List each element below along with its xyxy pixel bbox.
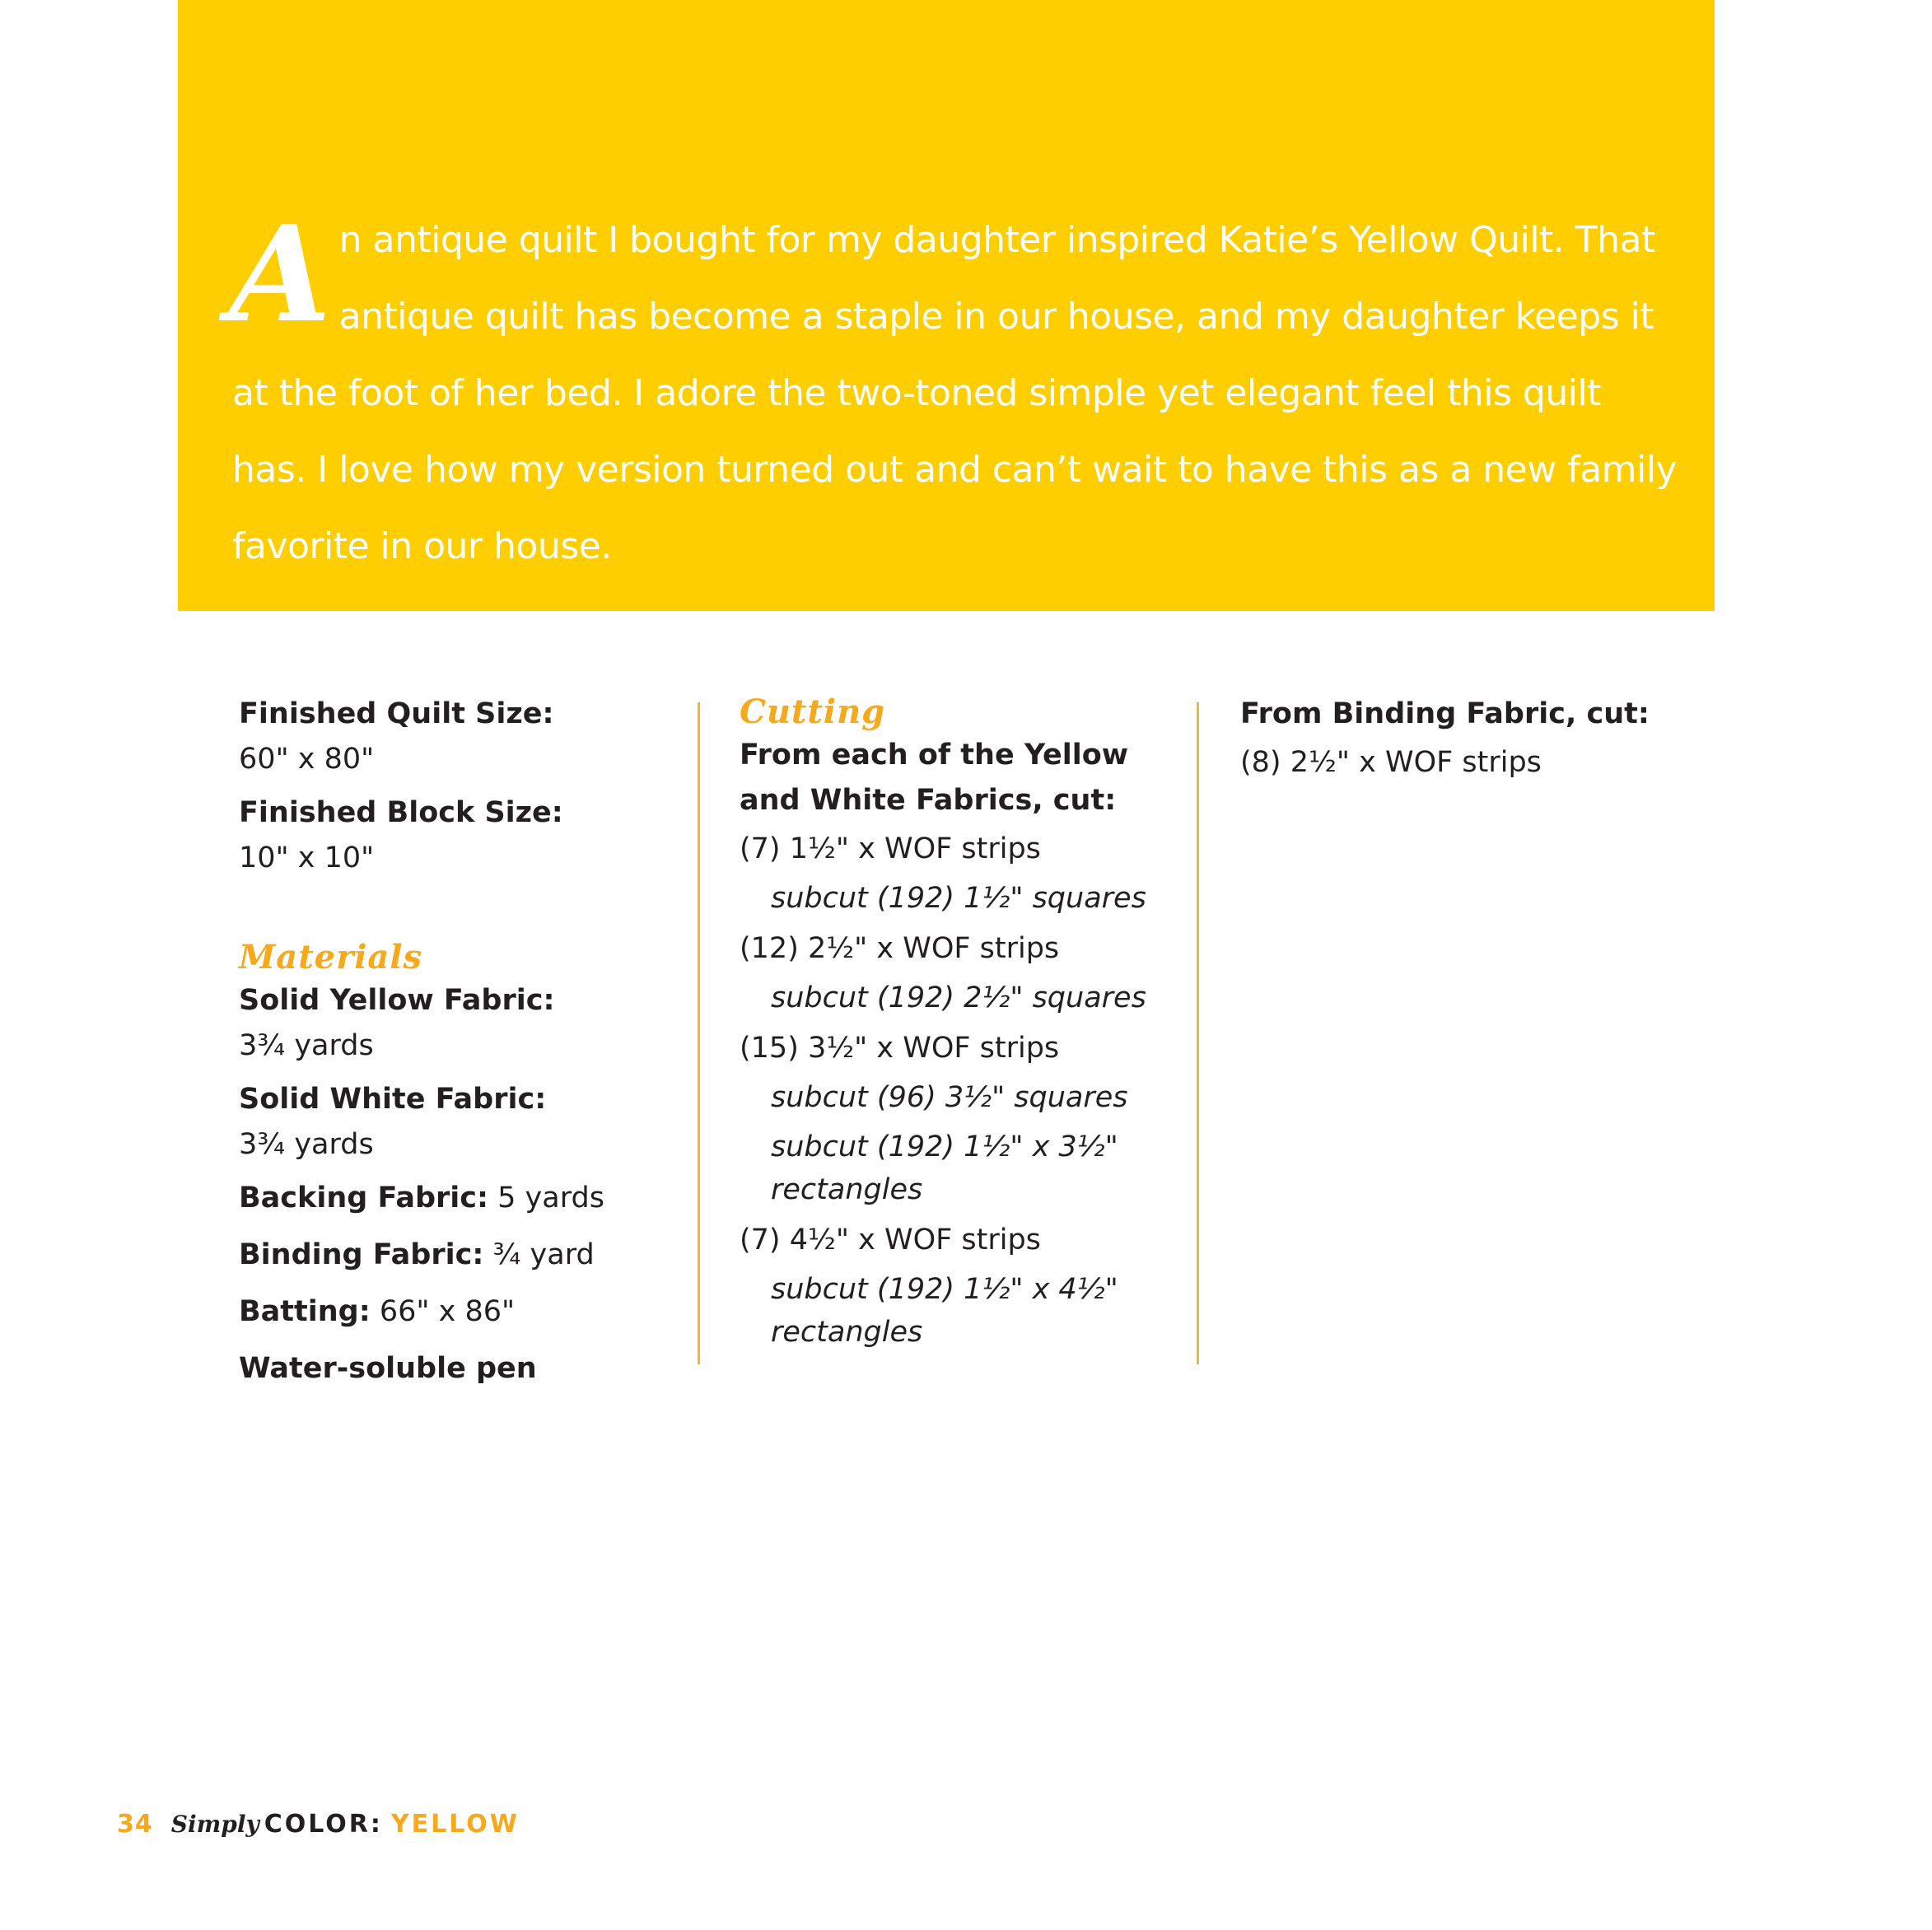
column-divider (1197, 702, 1199, 1364)
material-value: 3¾ yards (239, 1029, 374, 1062)
material-item (239, 1289, 667, 1335)
column-divider (698, 702, 700, 1364)
intro-banner (178, 0, 1715, 611)
cut-strip: (7) 1½" x WOF strips (740, 832, 1041, 865)
specs-materials-column (239, 692, 667, 1403)
finished-quilt-size (239, 692, 667, 782)
material-label: Solid Yellow Fabric: (239, 984, 555, 1017)
material-value: 3¾ yards (239, 1128, 374, 1161)
material-label: Solid White Fabric: (239, 1083, 547, 1116)
binding-column (1240, 692, 1701, 786)
spec-value: 10" x 10" (239, 841, 375, 874)
cut-strip: (12) 2½" x WOF strips (740, 932, 1060, 965)
material-item (239, 1077, 667, 1168)
cutting-heading: Cutting (740, 692, 886, 731)
material-item (239, 978, 667, 1069)
spec-value: 60" x 80" (239, 743, 375, 776)
material-value: 5 yards (497, 1182, 604, 1214)
cut-subcut: subcut (96) 3½" squares (771, 1081, 1128, 1114)
cut-subcut: subcut (192) 1½" x 4½" rectangles (771, 1273, 1118, 1349)
page-footer (117, 1808, 520, 1841)
drop-cap: A (229, 197, 331, 352)
cutting-source-label: From each of the Yellow and White Fabrics, cut: (740, 739, 1129, 817)
materials-heading: Materials (239, 938, 423, 977)
material-label: Batting: (239, 1295, 371, 1328)
material-value: 66" x 86" (379, 1295, 516, 1328)
material-item (239, 1346, 667, 1392)
material-item (239, 1176, 667, 1221)
spec-label: Finished Block Size: (239, 796, 563, 829)
material-label: Binding Fabric: (239, 1238, 484, 1271)
cut-subcut: subcut (192) 2½" squares (771, 981, 1146, 1014)
intro-body: n antique quilt I bought for my daughter inspired Katie’s Yellow Quilt. That antique quilt has become a staple in our house, and my daughter keeps it at the foot of her bed. I adore the two-toned simple yet elegant feel this quilt has. I love how my version turned out and can’t wait to have this as a new family favorite in our house. (232, 219, 1678, 567)
book-series: COLOR: (264, 1810, 383, 1839)
cut-strip: (15) 3½" x WOF strips (740, 1032, 1060, 1065)
cutting-column (740, 692, 1184, 1360)
binding-source-label: From Binding Fabric, cut: (1240, 697, 1650, 730)
intro-paragraph (229, 197, 1682, 585)
material-value: ¾ yard (492, 1238, 595, 1271)
book-color: YELLOW (390, 1810, 520, 1839)
cut-subcut: subcut (192) 1½" x 3½" rectangles (771, 1130, 1118, 1206)
finished-block-size (239, 790, 667, 881)
cut-subcut: subcut (192) 1½" squares (771, 882, 1146, 915)
spec-label: Finished Quilt Size: (239, 697, 554, 730)
material-label: Backing Fabric: (239, 1182, 489, 1214)
cut-strip: (7) 4½" x WOF strips (740, 1224, 1041, 1256)
book-brand: Simply (170, 1811, 259, 1838)
page-number: 34 (117, 1810, 153, 1839)
cut-strip: (8) 2½" x WOF strips (1240, 746, 1542, 779)
material-label: Water-soluble pen (239, 1352, 537, 1385)
material-item (239, 1233, 667, 1278)
